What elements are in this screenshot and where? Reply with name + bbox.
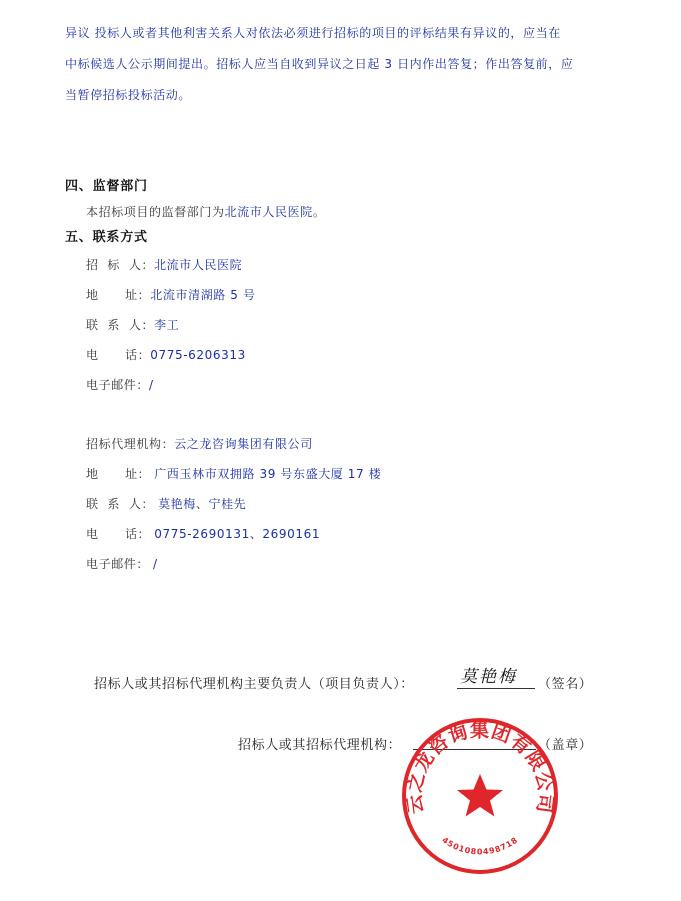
agency-address-row (86, 465, 381, 482)
tenderer-address: 北流市清湖路 5 号 (150, 288, 256, 302)
seal-company-name: 云之龙咨询集团有限公司 (403, 719, 557, 816)
tenderer-name-label: 招 标 人： (86, 258, 155, 272)
agency-name-label: 招标代理机构： (86, 437, 175, 451)
tenderer-phone: 0775-6206313 (150, 348, 246, 362)
agency-contact-row (86, 495, 246, 512)
supervision-text (86, 203, 325, 220)
tenderer-email-label: 电子邮件： (86, 378, 150, 392)
signature-line (457, 688, 535, 689)
tenderer-contact-row (86, 316, 179, 333)
tenderer-email: / (149, 378, 154, 392)
agency-name: 云之龙咨询集团有限公司 (174, 437, 313, 451)
agency-phone: 0775-2690131、2690161 (154, 527, 321, 541)
objection-line-2: 中标候选人公示期间提出。招标人应当自收到异议之日起 3 日内作出答复；作出答复前，应 (65, 57, 574, 71)
seal-number: 4501080498718 (440, 835, 520, 857)
tenderer-name-row (86, 256, 242, 273)
tenderer-contact-label: 联 系 人： (86, 318, 155, 332)
company-seal (398, 714, 562, 878)
agency-contact-label: 联 系 人： (86, 497, 155, 511)
signature-note: （签名） (538, 677, 593, 692)
organization-label: 招标人或其招标代理机构： (238, 738, 402, 753)
tenderer-email-row (86, 376, 154, 393)
agency-phone-row (86, 525, 320, 542)
agency-email: / (153, 557, 158, 571)
agency-contact: 莫艳梅、宁桂先 (158, 497, 247, 511)
tenderer-contact: 李工 (154, 318, 180, 332)
responsible-person-label: 招标人或其招标代理机构主要负责人（项目负责人）： (94, 677, 414, 692)
agency-email-row (86, 555, 158, 572)
agency-address-label: 地 址： (86, 467, 151, 481)
objection-line-3: 当暂停招标投标活动。 (65, 88, 192, 102)
section-5-heading: 五、联系方式 (65, 230, 148, 245)
agency-email-label: 电子邮件： (86, 557, 150, 571)
tenderer-phone-label: 电 话： (86, 348, 151, 362)
agency-name-row (86, 435, 313, 452)
seal-star-icon (457, 774, 503, 817)
tenderer-address-row (86, 286, 256, 303)
objection-line-1: 异议 投标人或者其他利害关系人对依法必须进行招标的项目的评标结果有异议的，应当在 (65, 26, 561, 40)
tenderer-name: 北流市人民医院 (154, 258, 243, 272)
tenderer-address-label: 地 址： (86, 288, 151, 302)
supervision-department: 北流市人民医院 (224, 205, 313, 219)
seal-note: （盖章） (538, 738, 593, 753)
agency-phone-label: 电 话： (86, 527, 151, 541)
section-4-heading: 四、监督部门 (65, 179, 148, 194)
tenderer-phone-row (86, 346, 246, 363)
supervision-suffix: 。 (312, 205, 326, 219)
handwritten-signature: 莫艳梅 (460, 667, 517, 687)
supervision-prefix: 本招标项目的监督部门为 (86, 205, 225, 219)
agency-address: 广西玉林市双拥路 39 号东盛大厦 17 楼 (154, 467, 382, 481)
